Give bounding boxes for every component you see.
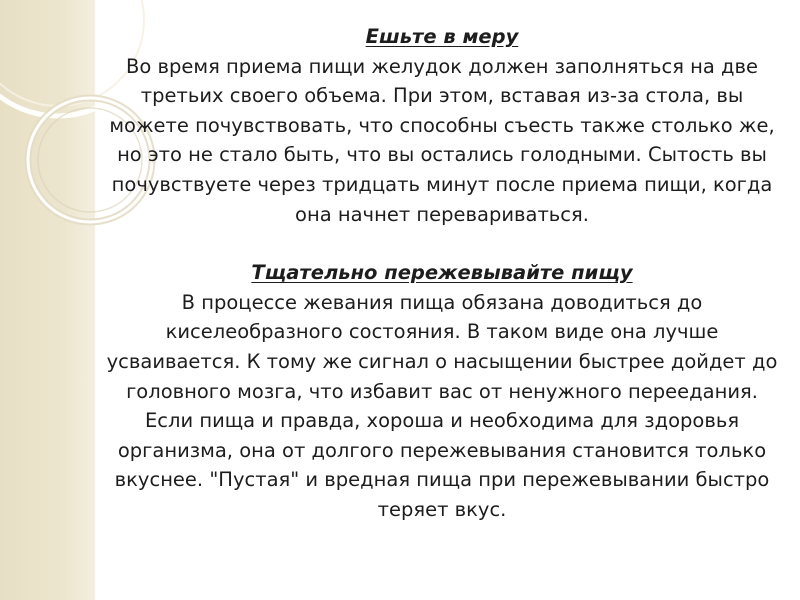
section-heading: Ешьте в меру [365, 25, 519, 48]
section-chew-thoroughly [104, 258, 780, 524]
section-heading: Тщательно пережевывайте пищу [251, 261, 633, 285]
section-paragraph: Во время приема пищи желудок должен заполняться на две третьих своего объема. При этом, вставая из-за стола, вы можете почувствовать, что способны съесть также столько же, но это не стало быть, что вы остались голодными. Сытость вы почувствуете через тридцать минут после приема пищи, когда она начнет перевариваться. [109, 54, 775, 226]
section-paragraph: В процессе жевания пища обязана доводиться до киселеобразного состояния. В таком виде она лучше усваивается. К тому же сигнал о насыщении быстрее дойдет до головного мозга, что избавит вас от ненужного переедания. Если пища и правда, хороша и необходима для здоровья организма, она от долгого пережевывания становится только вкуснее. "Пустая" и вредная пища при пережевывании быстро теряет вкус. [106, 290, 778, 521]
section-eat-moderately [104, 22, 780, 229]
slide-content [104, 22, 780, 525]
